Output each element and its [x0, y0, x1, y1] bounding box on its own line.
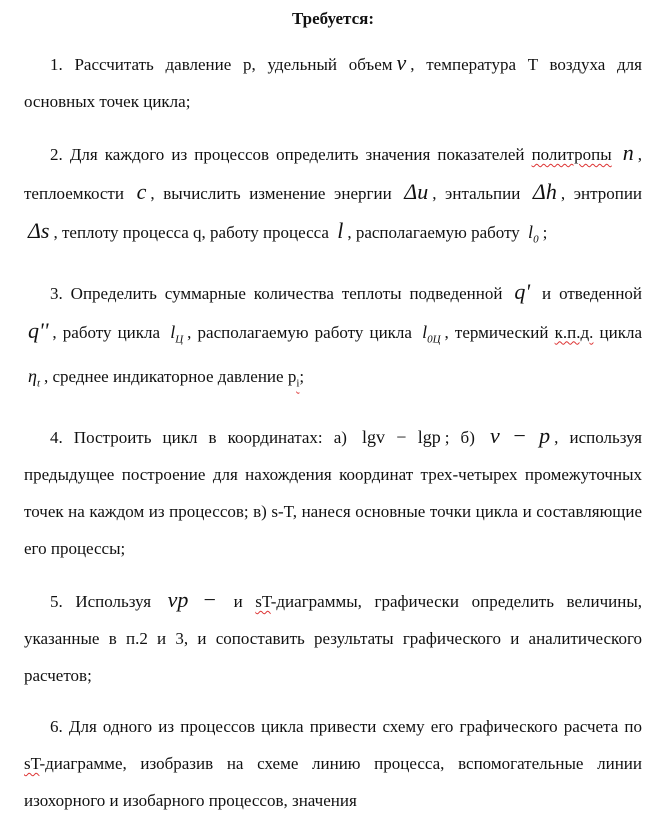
text: , энтальпии — [432, 184, 521, 203]
formula-l: l — [337, 218, 344, 243]
text: 5. Используя — [50, 591, 152, 611]
formula-v: v — [396, 50, 407, 75]
formula-l0-cycle-sub: 0Ц — [427, 333, 441, 346]
text: и — [233, 591, 243, 611]
section-title: Требуется: — [291, 9, 375, 28]
formula-l0-cycle — [418, 321, 444, 346]
text: ; б) — [444, 427, 475, 447]
misspelled-word: sT — [24, 753, 40, 773]
formula-q-removed: q'' — [28, 317, 49, 343]
text: -диаграмме, изобразив на схеме линию процесса, вспомогательные линии изохорного и изобарного процессов, значения — [24, 753, 642, 810]
text: цикла — [599, 322, 643, 342]
paragraph-2 — [24, 134, 642, 259]
formula-vp: vp − — [167, 586, 218, 612]
text: и отведенной — [542, 283, 643, 303]
formula-l-cycle-base: l — [170, 321, 176, 342]
text: 3. Определить суммарные количества теплоты подведенной — [50, 283, 503, 303]
text: , энтропии — [560, 184, 643, 203]
formula-eta-sub: t — [36, 377, 40, 390]
text: , термический — [444, 322, 549, 342]
text: , располагаемую работу цикла — [187, 322, 412, 342]
text: , работу цикла — [52, 322, 161, 342]
formula-q-supplied: q' — [514, 278, 531, 304]
formula-du: Δu — [404, 179, 429, 204]
formula-eta-base: η — [28, 366, 37, 387]
text: , среднее индикаторное давление p — [44, 367, 297, 387]
formula-dh: Δh — [532, 179, 557, 204]
formula-ds: Δs — [28, 218, 50, 243]
misspelled-word: политропы — [531, 145, 612, 164]
formula-l-cycle — [166, 321, 187, 346]
text: , вычислить изменение энергии — [150, 184, 392, 203]
text: , теплоту процесса q, работу процесса — [53, 223, 329, 242]
formula-c: c — [136, 179, 147, 204]
formula-l0-base: l — [528, 222, 534, 242]
paragraph-6 — [24, 708, 642, 819]
text: , температура T воздуха для основных точек цикла; — [24, 55, 642, 111]
pressure-subscript: i — [296, 377, 300, 390]
paragraph-5 — [24, 581, 642, 694]
paragraph-4 — [24, 417, 642, 567]
formula-l0-cycle-base: l — [422, 321, 428, 342]
text: , используя предыдущее построение для нахождения координат трех-четырех промежуточных точек на каждом из процессов; в) s-T, нанеся основные точки цикла и составляющие его процессы; — [24, 427, 642, 558]
formula-v-p: v − p — [489, 422, 551, 448]
text: 2. Для каждого из процессов определить значения показателей — [50, 145, 525, 164]
text: 1. Рассчитать давление p, удельный объем — [50, 55, 393, 74]
text: -диаграммы, графически определить величины, указанные в п.2 и 3, и сопоставить результаты графического и аналитического расчетов; — [24, 591, 643, 685]
text: , теплоемкости — [24, 145, 643, 203]
text: , располагаемую работу — [347, 223, 520, 242]
paragraph-1 — [24, 44, 642, 120]
text: 6. Для одного из процессов цикла привести схему его графического расчета по — [50, 716, 642, 736]
formula-eta — [24, 366, 44, 390]
formula-l0-sub: 0 — [533, 233, 539, 246]
formula-l0 — [524, 222, 543, 246]
paragraph-3 — [24, 273, 642, 403]
misspelled-word: к.п.д. — [554, 322, 594, 342]
formula-lgv-lgp: lgv − lgp — [361, 426, 441, 447]
formula-n: n — [622, 140, 634, 165]
text: ; — [542, 223, 548, 242]
misspelled-word: sT — [255, 591, 271, 611]
text: 4. Построить цикл в координатах: а) — [50, 427, 347, 447]
text: ; — [299, 367, 305, 387]
formula-l-cycle-sub: Ц — [175, 333, 184, 346]
